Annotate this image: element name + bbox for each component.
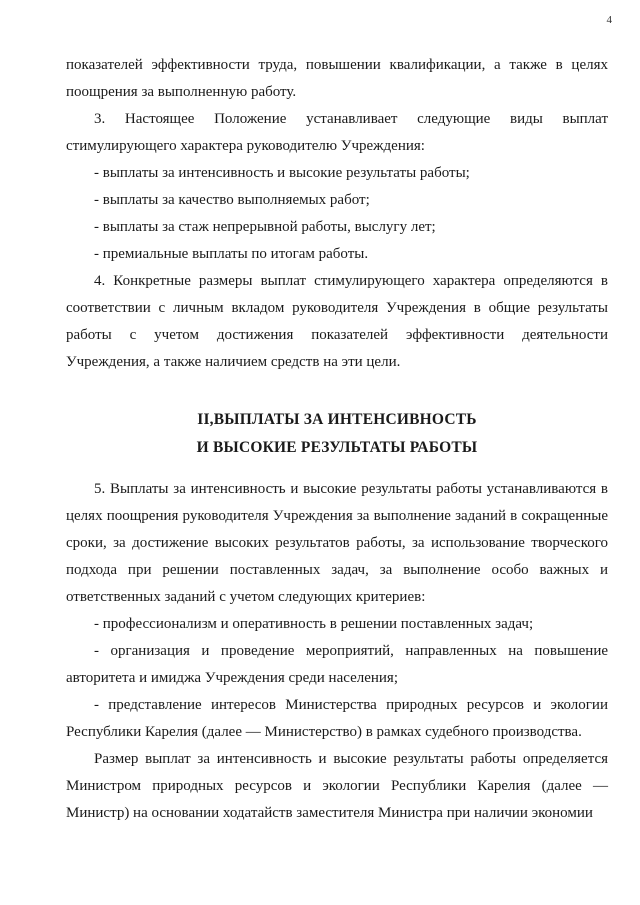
list-item: - выплаты за качество выполняемых работ; [94, 192, 370, 208]
criteria-item: - профессионализм и оперативность в решении поставленных задач; [94, 616, 534, 632]
page-number: 4 [606, 14, 612, 26]
paragraph-5: 5. Выплаты за интенсивность и высокие результаты работы устанавливаются в целях поощрения руководителя Учреждения за выполнение заданий в сокращенные сроки, за достижение высоких результатов работы, за использование творческого подхода при решении поставленных задач, за выполнение особо важных и ответственных заданий с учетом следующих критериев: [66, 481, 608, 605]
document-body [66, 52, 608, 827]
paragraph-3: 3. Настоящее Положение устанавливает следующие виды выплат стимулирующего характера руководителю Учреждения: [66, 111, 608, 154]
paragraph-6: Размер выплат за интенсивность и высокие результаты работы определяется Министром природных ресурсов и экологии Республики Карелия (далее — Министр) на основании ходатайств заместителя Министра при наличии экономии [66, 751, 608, 821]
list-item: - премиальные выплаты по итогам работы. [94, 246, 369, 262]
list-item: - выплаты за стаж непрерывной работы, выслугу лет; [94, 219, 436, 235]
section-heading [66, 406, 608, 462]
section-heading-line-2: И ВЫСОКИЕ РЕЗУЛЬТАТЫ РАБОТЫ [196, 439, 478, 456]
criteria-item: - организация и проведение мероприятий, направленных на повышение авторитета и имиджа Учреждения среди населения; [66, 643, 608, 686]
paragraph-continuation: показателей эффективности труда, повышении квалификации, а также в целях поощрения за выполненную работу. [66, 57, 608, 100]
paragraph-4: 4. Конкретные размеры выплат стимулирующего характера определяются в соответствии с личным вкладом руководителя Учреждения в общие результаты работы с учетом достижения показателей эффективности деятельности Учреждения, а также наличием средств на эти цели. [66, 273, 608, 370]
list-item: - выплаты за интенсивность и высокие результаты работы; [94, 165, 470, 181]
section-heading-line-1: II,ВЫПЛАТЫ ЗА ИНТЕНСИВНОСТЬ [197, 411, 477, 428]
criteria-item: - представление интересов Министерства природных ресурсов и экологии Республики Карелия (далее — Министерство) в рамках судебного производства. [66, 697, 608, 740]
